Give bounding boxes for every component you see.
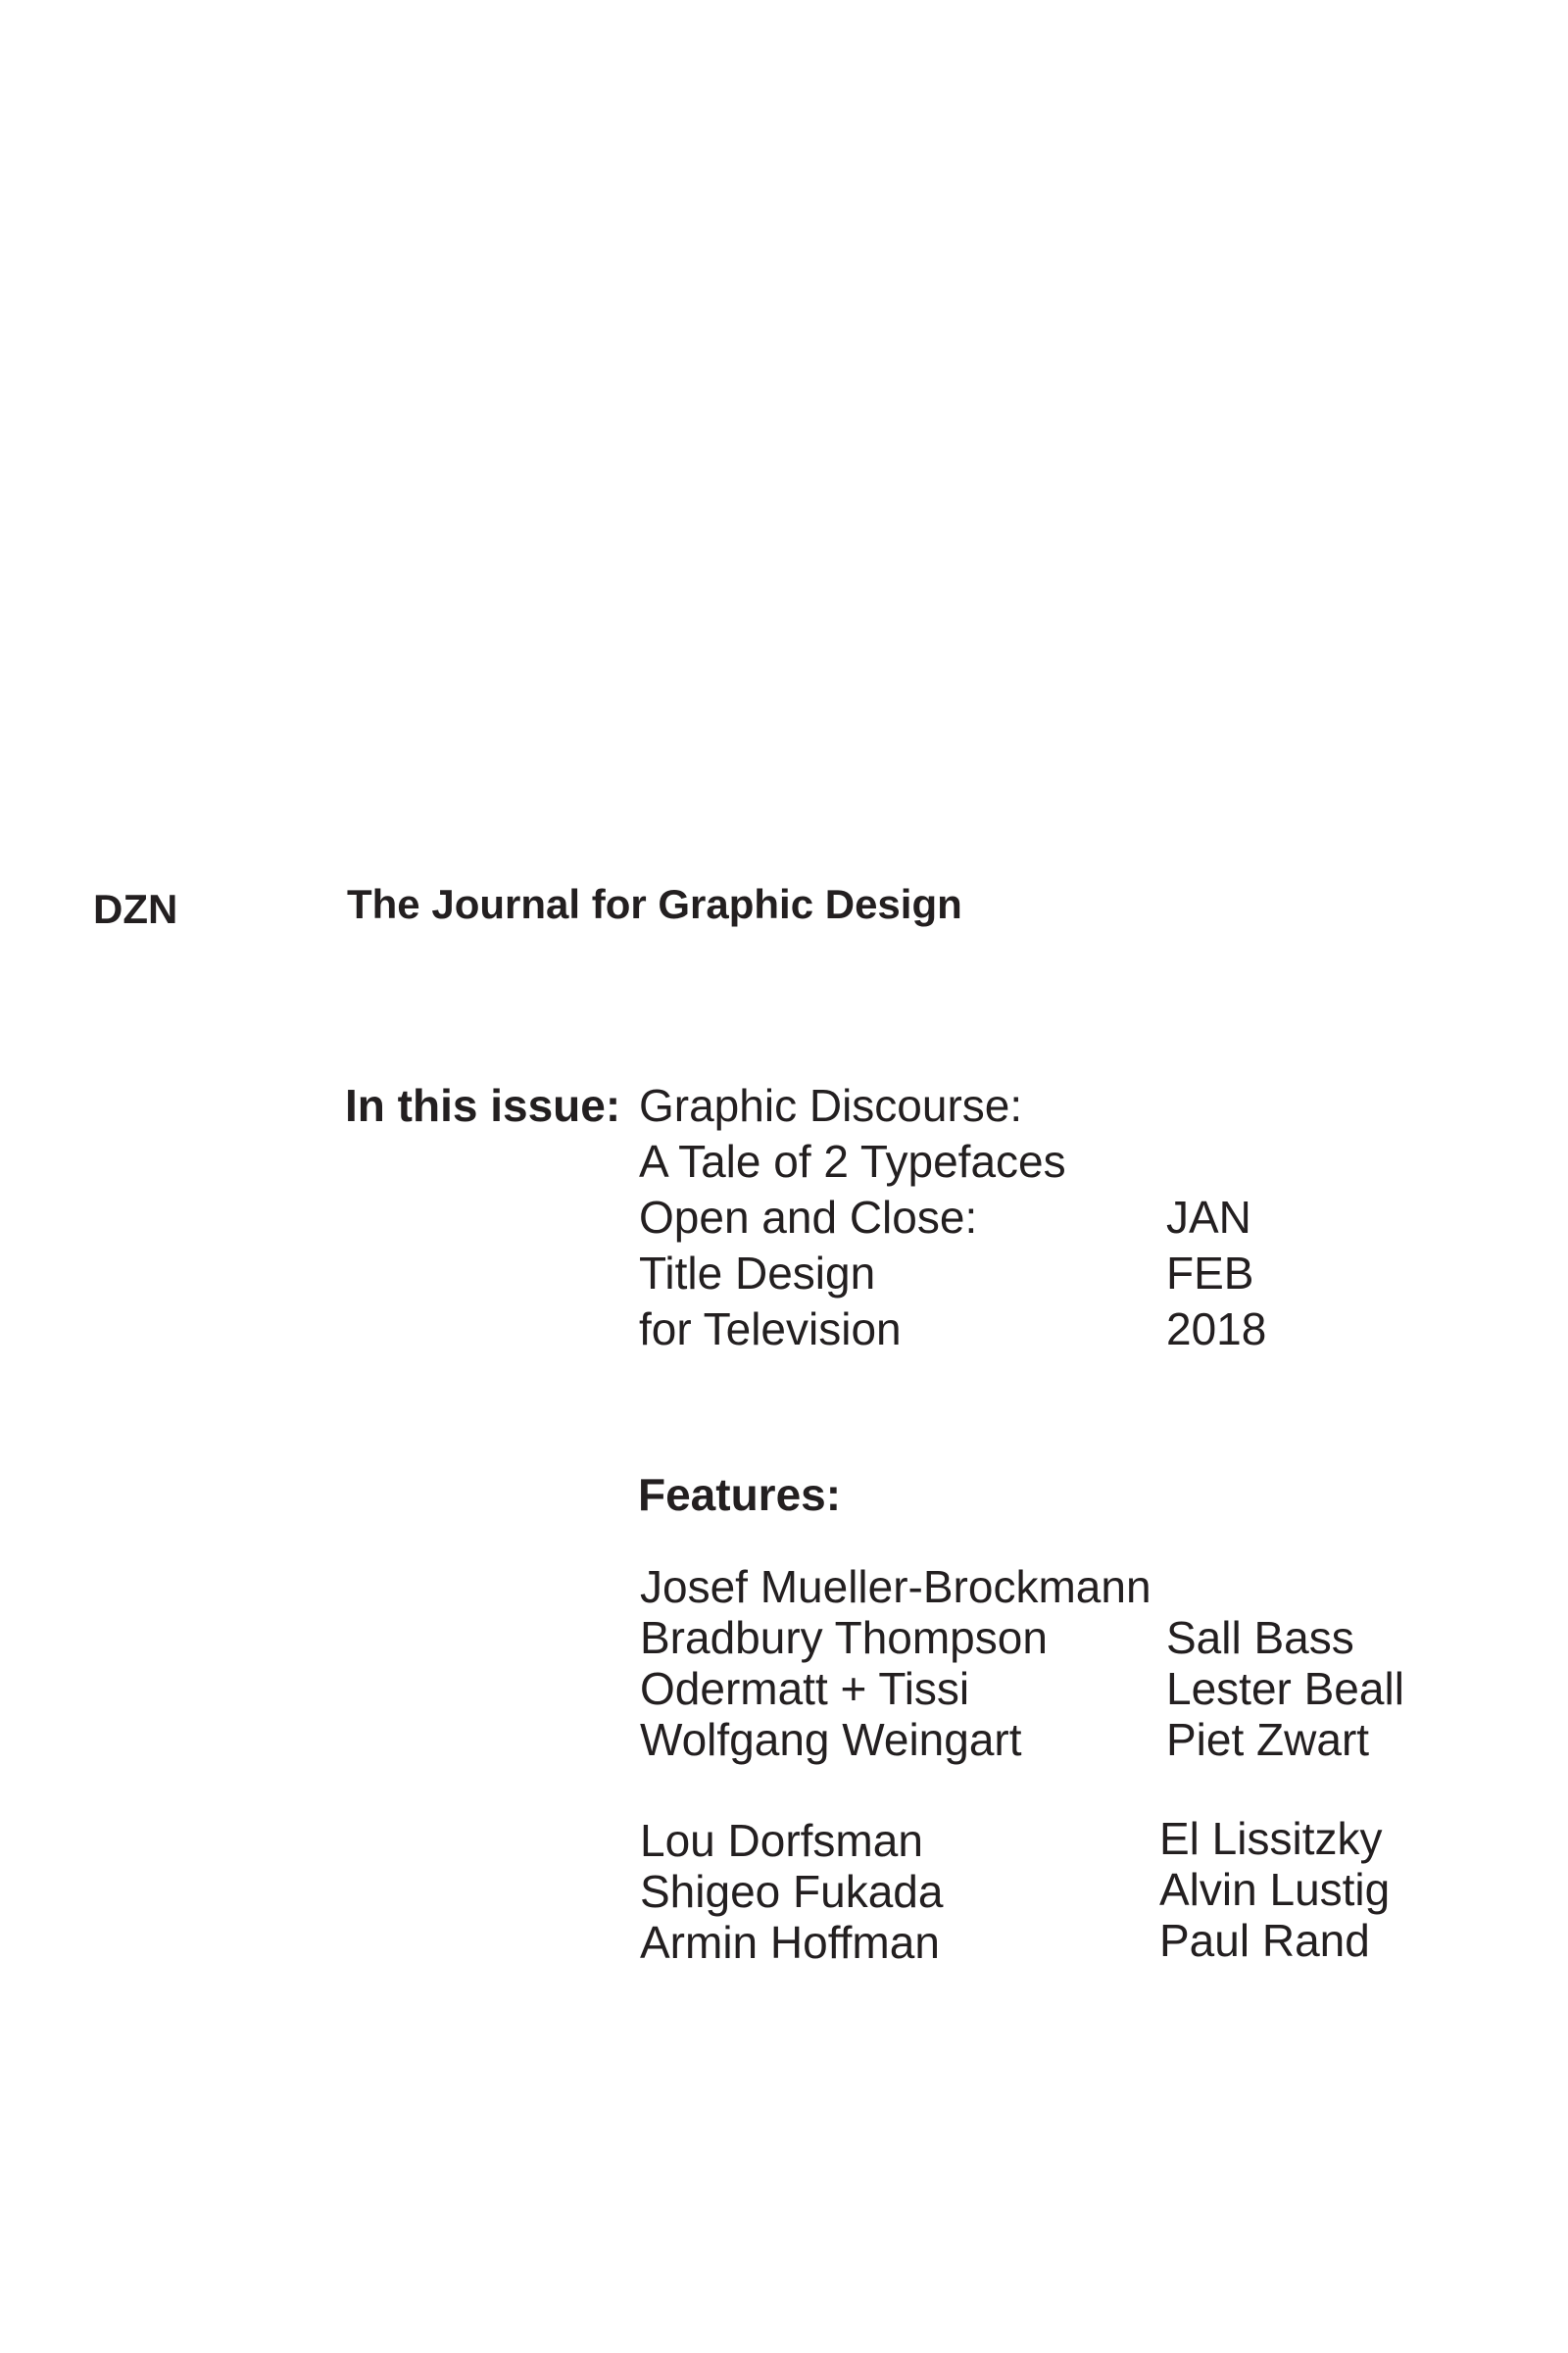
issue-contents-line: for Television [639,1303,902,1354]
issue-contents-line: A Tale of 2 Typefaces [639,1136,1066,1187]
features-group1-right [1166,1612,1404,1765]
issue-contents-line: Open and Close: [639,1192,978,1243]
issue-date-year: 2018 [1166,1303,1267,1354]
features-group2-left [640,1815,943,1968]
features-group1-left [640,1561,1152,1765]
issue-contents-line: Graphic Discourse: [639,1080,1023,1131]
in-this-issue-label: In this issue: [345,1080,621,1131]
feature-name: Lou Dorfsman [640,1815,923,1866]
feature-name: Bradbury Thompson [640,1612,1048,1663]
feature-name: El Lissitzky [1159,1813,1383,1864]
issue-date [1166,1190,1266,1357]
feature-name: Paul Rand [1159,1915,1370,1966]
issue-contents-line: Title Design [639,1248,876,1299]
feature-name: Sall Bass [1166,1612,1354,1663]
logo: DZN [93,886,178,932]
feature-name: Alvin Lustig [1159,1864,1391,1915]
journal-tagline: The Journal for Graphic Design [347,881,962,927]
issue-date-month: JAN [1166,1192,1251,1243]
features-group2-right [1159,1813,1390,1966]
feature-name: Piet Zwart [1166,1714,1370,1765]
feature-name: Shigeo Fukada [640,1866,944,1917]
features-label: Features: [638,1469,842,1520]
issue-date-month: FEB [1166,1248,1254,1299]
feature-name: Armin Hoffman [640,1917,940,1968]
feature-name: Odermatt + Tissi [640,1663,970,1714]
feature-name: Wolfgang Weingart [640,1714,1022,1765]
feature-name: Lester Beall [1166,1663,1404,1714]
feature-name: Josef Mueller-Brockmann [640,1561,1152,1612]
issue-contents-list [639,1078,1066,1357]
